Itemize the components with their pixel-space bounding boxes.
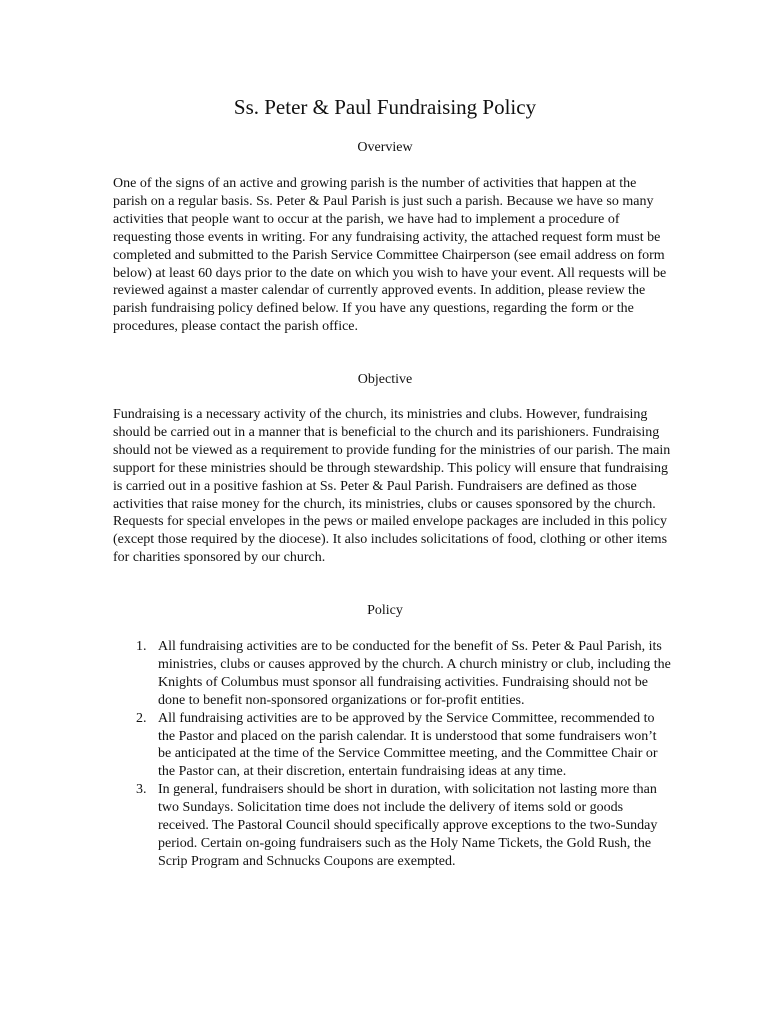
policy-heading: Policy	[367, 603, 403, 618]
overview-heading: Overview	[357, 140, 413, 155]
policy-item-text: All fundraising activities are to be approved by the Service Committee, recommended to the Pastor and placed on the parish calendar. It is understood that some fundraisers won’t be anticipated at the time of the Service Committee meeting, and the Committee Chair or the Pastor can, at their discretion, entertain fundraising ideas at any time.	[158, 710, 658, 780]
policy-item-number: 1.	[136, 639, 147, 654]
policy-item-3	[113, 781, 673, 871]
policy-item-1	[113, 638, 673, 710]
objective-heading: Objective	[357, 372, 413, 387]
objective-paragraph: Fundraising is a necessary activity of the church, its ministries and clubs. However, fundraising should be carried out in a manner that is beneficial to the church and its parishioners. Fundraising should not be viewed as a requirement to provide funding for the ministries of our parish. The main support for these ministries should be through stewardship. This policy will ensure that fundraising is carried out in a positive fashion at Ss. Peter & Paul Parish. Fundraisers are defined as those activities that raise money for the church, its ministries, clubs or causes sponsored by the church. Requests for special envelopes in the pews or mailed envelope packages are included in this policy (except those required by the diocese). It also includes solicitations of food, clothing or other items for charities sponsored by our church.	[113, 407, 671, 566]
document-title: Ss. Peter & Paul Fundraising Policy	[233, 95, 537, 119]
policy-item-text: In general, fundraisers should be short in duration, with solicitation not lasting more than two Sundays. Solicitation time does not include the delivery of items sold or goods received. The Pastoral Council should specifically approve exceptions to the two-Sunday period. Certain on-going fundraisers such as the Holy Name Tickets, the Gold Rush, the Scrip Program and Schnucks Coupons are exempted.	[158, 782, 658, 869]
policy-item-number: 3.	[136, 782, 147, 798]
policy-list	[113, 638, 673, 871]
policy-item-text: All fundraising activities are to be conducted for the benefit of Ss. Peter & Paul Parish, its ministries, clubs or causes approved by the church. A church ministry or club, including the Knights of Columbus must sponsor all fundraising activities. Fundraising should not be done to benefit non-sponsored organizations or for-profit entities.	[158, 639, 671, 708]
overview-paragraph: One of the signs of an active and growing parish is the number of activities that happen at the parish on a regular basis. Ss. Peter & Paul Parish is just such a parish. Because we have so many activities that people want to occur at the parish, we have had to implement a procedure of requesting those events in writing. For any fundraising activity, the attached request form must be completed and submitted to the Parish Service Committee Chairperson (see email address on form below) at least 60 days prior to the date on which you wish to have your event. All requests will be reviewed against a master calendar of currently approved events. In addition, please review the parish fundraising policy defined below. If you have any questions, regarding the form or the procedures, please contact the parish office.	[113, 176, 667, 335]
policy-item-2	[113, 710, 673, 782]
policy-item-number: 2.	[136, 710, 147, 726]
